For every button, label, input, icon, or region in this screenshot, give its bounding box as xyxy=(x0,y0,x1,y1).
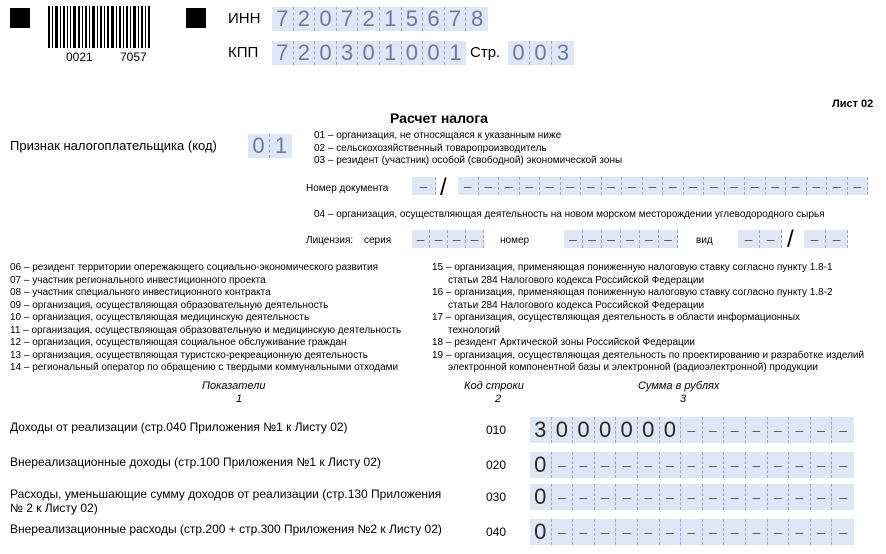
license-series-label: серия xyxy=(364,235,392,246)
empty-cell: – xyxy=(684,177,705,195)
row-label xyxy=(10,420,460,434)
empty-cell: – xyxy=(804,230,826,248)
option-01: 01 – организация, не относящаяся к указанным ниже xyxy=(314,130,562,141)
empty-cell: – xyxy=(760,230,782,248)
empty-cell: – xyxy=(622,177,643,195)
empty-cell: – xyxy=(499,177,520,195)
empty-cell: – xyxy=(660,519,682,545)
empty-cell: – xyxy=(681,484,703,510)
license-number-field[interactable] xyxy=(564,230,678,248)
empty-cell: – xyxy=(724,519,746,545)
empty-cell: – xyxy=(786,177,807,195)
empty-cell: – xyxy=(430,230,448,248)
empty-cell: – xyxy=(746,484,768,510)
license-number-label: номер xyxy=(500,235,530,246)
empty-cell: – xyxy=(602,177,623,195)
empty-cell: – xyxy=(746,519,768,545)
digit-cell: 3 xyxy=(552,41,574,65)
empty-cell: – xyxy=(660,484,682,510)
empty-cell: – xyxy=(552,519,574,545)
empty-cell: – xyxy=(595,452,617,478)
payer-code-field[interactable] xyxy=(248,134,292,158)
empty-cell: – xyxy=(412,177,436,195)
digit-cell: 3 xyxy=(530,417,552,443)
empty-cell: – xyxy=(595,519,617,545)
license-type-label: вид xyxy=(696,235,713,246)
empty-cell: – xyxy=(479,177,500,195)
empty-cell: – xyxy=(724,417,746,443)
code-option: 09 – организация, осуществляющая образовательную деятельность xyxy=(10,299,329,311)
empty-cell: – xyxy=(638,452,660,478)
digit-cell: 0 xyxy=(530,41,552,65)
empty-cell: – xyxy=(616,519,638,545)
empty-cell: – xyxy=(703,417,725,443)
row-label-text-2: № 2 к Листу 02) xyxy=(10,501,98,515)
digit-cell: 1 xyxy=(445,41,467,65)
empty-cell: – xyxy=(807,177,828,195)
empty-cell: – xyxy=(811,417,833,443)
license-type-field-a[interactable] xyxy=(738,230,782,248)
barcode xyxy=(48,6,166,48)
code-option: 19 – организация, осуществляющая деятельность по проектированию и разработке изделий xyxy=(432,349,865,361)
empty-cell: – xyxy=(663,177,684,195)
digit-cell: 2 xyxy=(294,7,316,31)
empty-cell: – xyxy=(681,519,703,545)
digit-cell: 0 xyxy=(530,519,552,545)
row-code: 020 xyxy=(486,458,507,472)
empty-cell: – xyxy=(811,484,833,510)
registration-mark-left xyxy=(10,8,30,28)
digit-cell: 2 xyxy=(358,7,380,31)
code-option: 14 – региональный оператор по обращению с твердыми коммунальными отходами xyxy=(10,362,399,373)
empty-cell: – xyxy=(638,484,660,510)
empty-cell: – xyxy=(643,177,664,195)
empty-cell: – xyxy=(789,484,811,510)
col-num-2: 2 xyxy=(495,393,502,405)
empty-cell: – xyxy=(832,417,854,443)
col-header-sum: Сумма в рублях xyxy=(638,380,720,392)
codes-left-list xyxy=(10,262,401,375)
empty-cell: – xyxy=(811,519,833,545)
empty-cell: – xyxy=(573,484,595,510)
empty-cell: – xyxy=(746,417,768,443)
code-option: 15 – организация, применяющая пониженную налоговую ставку согласно пункту 1.8-1 xyxy=(432,262,833,273)
kpp-field[interactable] xyxy=(272,41,466,65)
empty-cell: – xyxy=(448,230,466,248)
empty-cell: – xyxy=(659,230,678,248)
code-option: 06 – резидент территории опережающего социально-экономического развития xyxy=(10,262,378,273)
row-label xyxy=(10,455,460,469)
empty-cell: – xyxy=(827,177,848,195)
license-type-slash: / xyxy=(787,226,794,253)
digit-cell: 0 xyxy=(573,417,595,443)
row-sum-field[interactable] xyxy=(530,519,854,545)
empty-cell: – xyxy=(638,519,660,545)
digit-cell: 3 xyxy=(337,41,359,65)
row-label-text: Доходы от реализации (стр.040 Приложения №1 к Листу 02) xyxy=(10,420,348,434)
col-num-3: 3 xyxy=(680,393,687,405)
page-label: Стр. xyxy=(470,44,501,61)
row-code: 030 xyxy=(486,490,507,504)
code-option: 16 – организация, применяющая пониженную налоговую ставку согласно пункту 1.8-2 xyxy=(432,287,833,298)
digit-cell: 2 xyxy=(294,41,316,65)
empty-cell: – xyxy=(552,484,574,510)
doc-number-slash: / xyxy=(440,174,447,201)
row-code: 040 xyxy=(486,525,507,539)
empty-cell: – xyxy=(768,417,790,443)
row-label-text: Внереализационные доходы (стр.100 Приложения №1 к Листу 02) xyxy=(10,455,381,469)
code-option: 18 – резидент Арктической зоны Российской Федерации xyxy=(432,337,695,348)
code-option: 17 – организация, осуществляющая деятельность в области информационных xyxy=(432,312,801,323)
row-sum-field[interactable] xyxy=(530,452,854,478)
digit-cell: 0 xyxy=(530,452,552,478)
empty-cell: – xyxy=(540,177,561,195)
digit-cell: 7 xyxy=(337,7,359,31)
digit-cell: 0 xyxy=(530,484,552,510)
row-label-text: Внереализационные расходы (стр.200 + стр.300 Приложения №2 к Листу 02) xyxy=(10,522,442,536)
digit-cell: 0 xyxy=(508,41,530,65)
code-option: 11 – организация, осуществляющая образовательную и медицинскую деятельность xyxy=(10,324,402,336)
code-option: 08 – участник специального инвестиционного контракта xyxy=(10,287,271,298)
code-option: 10 – организация, осуществляющая медицинскую деятельность xyxy=(10,312,310,323)
empty-cell: – xyxy=(848,177,869,195)
digit-cell: 6 xyxy=(423,7,445,31)
sheet-label: Лист 02 xyxy=(832,98,874,110)
empty-cell: – xyxy=(616,484,638,510)
empty-cell: – xyxy=(573,519,595,545)
empty-cell: – xyxy=(738,230,760,248)
digit-cell: 0 xyxy=(315,41,337,65)
code-option: 07 – участник регионального инвестиционного проекта xyxy=(10,274,266,286)
option-04: 04 – организация, осуществляющая деятельность на новом морском месторождении углеводородного сырья xyxy=(314,209,825,220)
empty-cell: – xyxy=(768,519,790,545)
digit-cell: 7 xyxy=(272,7,294,31)
empty-cell: – xyxy=(583,230,602,248)
empty-cell: – xyxy=(564,230,583,248)
empty-cell: – xyxy=(768,452,790,478)
empty-cell: – xyxy=(640,230,659,248)
payer-sign-label: Признак налогоплательщика (код) xyxy=(10,138,217,153)
empty-cell: – xyxy=(768,484,790,510)
empty-cell: – xyxy=(660,452,682,478)
code-option: электронной компонентной базы и электронной (радиоэлектронной) продукции xyxy=(448,362,818,373)
digit-cell: 5 xyxy=(402,7,424,31)
empty-cell: – xyxy=(811,452,833,478)
digit-cell: 0 xyxy=(315,7,337,31)
digit-cell: 1 xyxy=(270,134,292,158)
code-option: статьи 284 Налогового кодекса Российской Федерации xyxy=(448,274,705,286)
digit-cell: 0 xyxy=(552,417,574,443)
empty-cell: – xyxy=(458,177,479,195)
inn-field[interactable] xyxy=(272,7,488,31)
row-label xyxy=(10,487,460,515)
empty-cell: – xyxy=(581,177,602,195)
empty-cell: – xyxy=(681,417,703,443)
codes-right-list xyxy=(432,262,864,375)
code-option: технологий xyxy=(448,324,501,336)
option-02: 02 – сельскохозяйственный товаропроизводитель xyxy=(314,142,547,154)
page-title: Расчет налога xyxy=(390,110,488,126)
digit-cell: 0 xyxy=(402,41,424,65)
empty-cell: – xyxy=(826,230,848,248)
license-series-field[interactable] xyxy=(412,230,484,248)
empty-cell: – xyxy=(789,519,811,545)
empty-cell: – xyxy=(703,452,725,478)
empty-cell: – xyxy=(552,452,574,478)
empty-cell: – xyxy=(595,484,617,510)
digit-cell: 0 xyxy=(660,417,682,443)
page-number-field[interactable] xyxy=(508,41,574,65)
license-label: Лицензия: xyxy=(306,235,354,246)
empty-cell: – xyxy=(724,484,746,510)
empty-cell: – xyxy=(745,177,766,195)
doc-number-label: Номер документа xyxy=(306,183,389,194)
registration-mark-right xyxy=(186,8,206,28)
barcode-number-right: 7057 xyxy=(120,50,147,64)
empty-cell: – xyxy=(602,230,621,248)
code-option: статьи 284 Налогового кодекса Российской Федерации xyxy=(448,299,705,311)
empty-cell: – xyxy=(703,484,725,510)
inn-label: ИНН xyxy=(228,10,261,27)
row-label-text: Расходы, уменьшающие сумму доходов от реализации (стр.130 Приложения xyxy=(10,487,442,501)
row-sum-field[interactable] xyxy=(530,484,854,510)
code-option: 12 – организация, осуществляющая социальное обслуживание граждан xyxy=(10,337,347,348)
digit-cell: 0 xyxy=(595,417,617,443)
empty-cell: – xyxy=(573,452,595,478)
empty-cell: – xyxy=(412,230,430,248)
empty-cell: – xyxy=(789,452,811,478)
empty-cell: – xyxy=(466,230,484,248)
empty-cell: – xyxy=(832,519,854,545)
digit-cell: 7 xyxy=(445,7,467,31)
row-label xyxy=(10,522,460,536)
empty-cell: – xyxy=(789,417,811,443)
option-03: 03 – резидент (участник) особой (свободной) экономической зоны xyxy=(314,155,623,166)
digit-cell: 0 xyxy=(358,41,380,65)
empty-cell: – xyxy=(746,452,768,478)
empty-cell: – xyxy=(725,177,746,195)
empty-cell: – xyxy=(616,452,638,478)
col-header-code: Код строки xyxy=(464,380,524,392)
digit-cell: 0 xyxy=(638,417,660,443)
digit-cell: 1 xyxy=(380,7,402,31)
digit-cell: 1 xyxy=(380,41,402,65)
empty-cell: – xyxy=(704,177,725,195)
col-num-1: 1 xyxy=(236,393,243,405)
digit-cell: 7 xyxy=(272,41,294,65)
doc-number-field[interactable] xyxy=(458,177,868,195)
col-header-indicators: Показатели xyxy=(202,380,266,392)
doc-number-prefix-field[interactable] xyxy=(412,177,436,195)
empty-cell: – xyxy=(520,177,541,195)
digit-cell: 0 xyxy=(248,134,270,158)
empty-cell: – xyxy=(832,452,854,478)
barcode-number-left: 0021 xyxy=(66,50,93,64)
empty-cell: – xyxy=(832,484,854,510)
empty-cell: – xyxy=(766,177,787,195)
row-sum-field[interactable] xyxy=(530,417,854,443)
digit-cell: 8 xyxy=(466,7,488,31)
empty-cell: – xyxy=(561,177,582,195)
empty-cell: – xyxy=(703,519,725,545)
license-type-field-b[interactable] xyxy=(804,230,848,248)
payer-options xyxy=(314,130,622,168)
kpp-label: КПП xyxy=(228,44,259,61)
empty-cell: – xyxy=(724,452,746,478)
empty-cell: – xyxy=(621,230,640,248)
digit-cell: 0 xyxy=(616,417,638,443)
digit-cell: 0 xyxy=(423,41,445,65)
empty-cell: – xyxy=(681,452,703,478)
code-option: 13 – организация, осуществляющая туристско-рекреационную деятельность xyxy=(10,349,368,361)
row-code: 010 xyxy=(486,423,507,437)
